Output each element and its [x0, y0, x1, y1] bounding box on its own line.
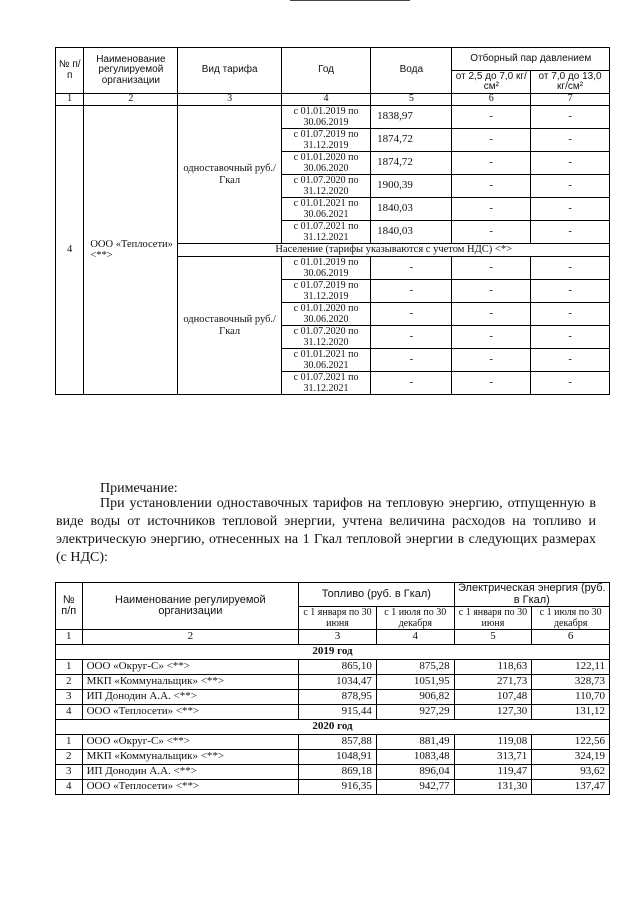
table-row: [56, 675, 610, 690]
tariff-type: одноставочный руб./Гкал: [178, 106, 282, 244]
cost-value: 1083,48: [376, 750, 454, 765]
header-org-name: Наименование регулируемой организации: [82, 583, 299, 630]
cost-value: 875,28: [376, 660, 454, 675]
steam-low-value: -: [452, 280, 531, 303]
steam-low-value: -: [452, 175, 531, 198]
header-org-name: Наименование регулируемой организации: [84, 48, 178, 94]
column-number: 5: [371, 94, 452, 106]
header-electricity: Электрическая энергия (руб. в Гкал): [454, 583, 609, 607]
population-label: Население (тарифы указываются с учетом НДС) <*>: [178, 244, 610, 257]
cost-value: 865,10: [299, 660, 377, 675]
row-number: 4: [56, 106, 84, 395]
period: с 01.07.2021 по 31.12.2021: [281, 221, 370, 244]
period: с 01.07.2020 по 31.12.2020: [281, 175, 370, 198]
header-tariff-type: Вид тарифа: [178, 48, 282, 94]
steam-high-value: -: [531, 198, 610, 221]
note-body: При установлении одноставочных тарифов на тепловую энергию, отпущенную в виде воды от источников тепловой энергии, учтена величина расходов на топливо и электрическую энергию, отнесенных на 1 Гкал тепловой энергии в следующих размерах (с НДС):: [56, 496, 596, 565]
column-number: 5: [454, 630, 532, 645]
row-number: 4: [56, 705, 83, 720]
water-value: -: [371, 349, 452, 372]
water-value: -: [371, 280, 452, 303]
water-value: -: [371, 372, 452, 395]
steam-high-value: -: [531, 221, 610, 244]
cost-value: 1048,91: [299, 750, 377, 765]
table-row: [56, 660, 610, 675]
year-row: [56, 645, 610, 660]
cost-value: 328,73: [532, 675, 610, 690]
cost-value: 122,56: [532, 735, 610, 750]
header-elec-h1: с 1 января по 30 июня: [454, 607, 532, 630]
period: с 01.07.2019 по 31.12.2019: [281, 129, 370, 152]
header-steam-low: от 2,5 до 7,0 кг/см²: [452, 71, 531, 94]
costs-table-body: [56, 630, 610, 795]
cost-value: 127,30: [454, 705, 532, 720]
cost-value: 927,29: [376, 705, 454, 720]
tariff-row: [56, 106, 610, 129]
table-row: [56, 780, 610, 795]
header-year: Год: [281, 48, 370, 94]
cost-value: 869,18: [299, 765, 377, 780]
row-number: 1: [56, 660, 83, 675]
water-value: 1840,03: [371, 221, 452, 244]
cost-value: 119,47: [454, 765, 532, 780]
page-top-mark: [290, 0, 410, 4]
steam-low-value: -: [452, 349, 531, 372]
cost-value: 881,49: [376, 735, 454, 750]
org-name: МКП «Коммунальщик» <**>: [82, 750, 299, 765]
row-number: 1: [56, 735, 83, 750]
steam-low-value: -: [452, 303, 531, 326]
period: с 01.01.2019 по 30.06.2019: [281, 257, 370, 280]
header-no: № п/п: [56, 583, 83, 630]
tariff-type: одноставочный руб./Гкал: [178, 257, 282, 395]
cost-value: 1051,95: [376, 675, 454, 690]
header-fuel-h1: с 1 января по 30 июня: [299, 607, 377, 630]
cost-value: 93,62: [532, 765, 610, 780]
period: с 01.07.2021 по 31.12.2021: [281, 372, 370, 395]
year-label: 2020 год: [56, 720, 610, 735]
steam-low-value: -: [452, 106, 531, 129]
cost-value: 896,04: [376, 765, 454, 780]
column-number: 6: [452, 94, 531, 106]
steam-low-value: -: [452, 152, 531, 175]
cost-value: 131,12: [532, 705, 610, 720]
costs-table: [55, 582, 610, 795]
table-row: [56, 735, 610, 750]
water-value: 1874,72: [371, 129, 452, 152]
column-numbers-row: [56, 94, 610, 106]
cost-value: 878,95: [299, 690, 377, 705]
org-name: ИП Донодин А.А. <**>: [82, 690, 299, 705]
row-number: 4: [56, 780, 83, 795]
water-value: 1838,97: [371, 106, 452, 129]
row-number: 3: [56, 765, 83, 780]
cost-value: 906,82: [376, 690, 454, 705]
cost-value: 137,47: [532, 780, 610, 795]
org-name: ООО «Теплосети» <**>: [82, 705, 299, 720]
steam-high-value: -: [531, 280, 610, 303]
cost-value: 107,48: [454, 690, 532, 705]
cost-value: 122,11: [532, 660, 610, 675]
column-number: 3: [299, 630, 377, 645]
water-value: 1840,03: [371, 198, 452, 221]
steam-high-value: -: [531, 372, 610, 395]
row-number: 3: [56, 690, 83, 705]
cost-value: 915,44: [299, 705, 377, 720]
steam-low-value: -: [452, 257, 531, 280]
period: с 01.01.2020 по 30.06.2020: [281, 303, 370, 326]
org-name: ООО «Теплосети» <**>: [84, 106, 178, 395]
steam-high-value: -: [531, 349, 610, 372]
table-row: [56, 765, 610, 780]
steam-low-value: -: [452, 129, 531, 152]
header-water: Вода: [371, 48, 452, 94]
org-name: ООО «Теплосети» <**>: [82, 780, 299, 795]
header-no: № п/п: [56, 48, 84, 94]
cost-value: 271,73: [454, 675, 532, 690]
period: с 01.01.2021 по 30.06.2021: [281, 198, 370, 221]
water-value: 1900,39: [371, 175, 452, 198]
tariff-table: [55, 47, 610, 395]
column-number: 7: [531, 94, 610, 106]
cost-value: 119,08: [454, 735, 532, 750]
steam-low-value: -: [452, 326, 531, 349]
table-row: [56, 690, 610, 705]
steam-high-value: -: [531, 326, 610, 349]
cost-value: 118,63: [454, 660, 532, 675]
steam-high-value: -: [531, 152, 610, 175]
column-number: 3: [178, 94, 282, 106]
steam-high-value: -: [531, 175, 610, 198]
cost-value: 1034,47: [299, 675, 377, 690]
cost-value: 324,19: [532, 750, 610, 765]
period: с 01.07.2020 по 31.12.2020: [281, 326, 370, 349]
water-value: -: [371, 326, 452, 349]
cost-value: 110,70: [532, 690, 610, 705]
steam-low-value: -: [452, 372, 531, 395]
column-numbers-row: [56, 630, 610, 645]
period: с 01.01.2019 по 30.06.2019: [281, 106, 370, 129]
steam-low-value: -: [452, 221, 531, 244]
year-row: [56, 720, 610, 735]
cost-value: 857,88: [299, 735, 377, 750]
header-fuel: Топливо (руб. в Гкал): [299, 583, 454, 607]
cost-value: 131,30: [454, 780, 532, 795]
header-steam: Отборный пар давлением: [452, 48, 610, 71]
table-row: [56, 750, 610, 765]
org-name: ООО «Округ-С» <**>: [82, 660, 299, 675]
steam-high-value: -: [531, 129, 610, 152]
row-number: 2: [56, 750, 83, 765]
steam-high-value: -: [531, 257, 610, 280]
column-number: 2: [82, 630, 299, 645]
steam-low-value: -: [452, 198, 531, 221]
period: с 01.01.2021 по 30.06.2021: [281, 349, 370, 372]
org-name: МКП «Коммунальщик» <**>: [82, 675, 299, 690]
period: с 01.01.2020 по 30.06.2020: [281, 152, 370, 175]
note-title: Примечание:: [100, 481, 178, 496]
tariff-table-body: [56, 94, 610, 395]
header-steam-high: от 7,0 до 13,0 кг/см²: [531, 71, 610, 94]
column-number: 4: [376, 630, 454, 645]
column-number: 4: [281, 94, 370, 106]
water-value: 1874,72: [371, 152, 452, 175]
water-value: -: [371, 303, 452, 326]
cost-value: 916,35: [299, 780, 377, 795]
steam-high-value: -: [531, 106, 610, 129]
period: с 01.07.2019 по 31.12.2019: [281, 280, 370, 303]
org-name: ИП Донодин А.А. <**>: [82, 765, 299, 780]
header-fuel-h2: с 1 июля по 30 декабря: [376, 607, 454, 630]
column-number: 6: [532, 630, 610, 645]
water-value: -: [371, 257, 452, 280]
column-number: 1: [56, 94, 84, 106]
year-label: 2019 год: [56, 645, 610, 660]
steam-high-value: -: [531, 303, 610, 326]
column-number: 1: [56, 630, 83, 645]
table-row: [56, 705, 610, 720]
cost-value: 942,77: [376, 780, 454, 795]
column-number: 2: [84, 94, 178, 106]
org-name: ООО «Округ-С» <**>: [82, 735, 299, 750]
row-number: 2: [56, 675, 83, 690]
cost-value: 313,71: [454, 750, 532, 765]
header-elec-h2: с 1 июля по 30 декабря: [532, 607, 610, 630]
